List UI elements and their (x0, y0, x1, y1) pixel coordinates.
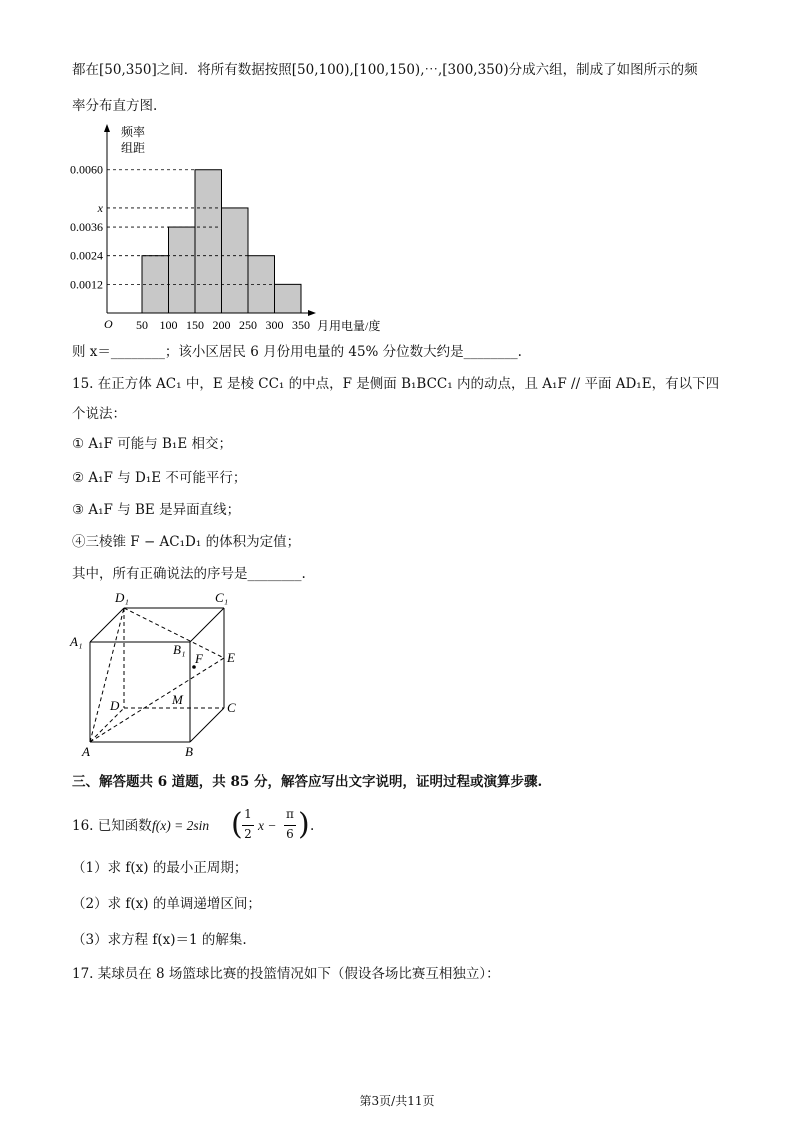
y-tick-label: x (97, 200, 103, 215)
section-3-heading: 三、解答题共 6 道题，共 85 分，解答应写出文字说明，证明过程或演算步骤. (72, 774, 543, 790)
y-axis-label-top: 频率 (121, 125, 146, 139)
q15-question: 其中，所有正确说法的序号是________. (72, 566, 306, 582)
q15-statement-4: ④三棱锥 F − AC₁D₁ 的体积为定值； (72, 534, 301, 550)
label-C: C (227, 700, 236, 715)
q16-end: . (310, 818, 315, 834)
q16-pi-num: π (286, 807, 294, 821)
edge-A1-D1 (90, 608, 124, 642)
label-F: F (195, 651, 203, 666)
label-M: M (172, 692, 183, 707)
q16-prefix: 16. 已知函数 (72, 818, 152, 834)
q15-statement-3: ③ A₁F 与 BE 是异面直线； (72, 502, 241, 518)
frequency-histogram (60, 122, 420, 332)
y-tick-label: 0.0060 (70, 162, 103, 177)
histogram-bar (195, 170, 222, 313)
label-D1: D₁ (115, 590, 129, 605)
q16-frac-den: 2 (244, 827, 252, 841)
cube-diagram (65, 588, 245, 763)
origin-label: O (104, 317, 113, 331)
x-tick-label: 300 (265, 318, 284, 332)
x-tick-label: 350 (292, 318, 310, 332)
label-E: E (227, 650, 235, 665)
histogram-bar (275, 284, 302, 313)
y-axis-label-bottom: 组距 (121, 141, 146, 155)
y-tick-label: 0.0024 (70, 248, 103, 263)
x-tick-label: 150 (186, 318, 204, 332)
edge-A-D (90, 708, 124, 742)
histogram-bar (169, 227, 196, 313)
x-tick-label: 100 (159, 318, 178, 332)
label-C1: C₁ (215, 590, 229, 605)
intro-line-1: 都在[50,350]之间．将所有数据按照[50,100),[100,150),⋯,[300,350)分成六组，制成了如图所示的频 (72, 62, 698, 78)
q16-function: f(x) = 2sin (152, 818, 210, 833)
q16-frac-num: 1 (244, 807, 252, 821)
x-axis-label: 月用电量/度 (317, 319, 381, 332)
q16-part-3: （3）求方程 f(x)＝1 的解集. (72, 932, 247, 948)
y-axis-arrow (104, 124, 110, 132)
y-tick-label: 0.0036 (70, 220, 103, 235)
q16-part-2: （2）求 f(x) 的单调递增区间； (72, 896, 261, 912)
x-axis-arrow (308, 310, 316, 316)
label-A1: A₁ (70, 634, 83, 649)
page-footer: 第3页/共11页 (359, 1094, 435, 1108)
x-tick-label: 200 (212, 318, 231, 332)
q15-statement-2: ② A₁F 与 D₁E 不可能平行； (72, 470, 247, 486)
q16-pi-den: 6 (286, 827, 294, 841)
q16-mid: x − (258, 818, 277, 833)
q16-left-paren: ( (231, 807, 243, 842)
x-tick-label: 250 (239, 318, 257, 332)
q15-stem-1: 15. 在正方体 AC₁ 中，E 是棱 CC₁ 的中点，F 是侧面 B₁BCC₁ 内的动点，且 A₁F // 平面 AD₁E，有以下四 (72, 376, 720, 392)
label-D: D (110, 698, 120, 713)
q15-statement-1: ① A₁F 可能与 B₁E 相交； (72, 436, 232, 452)
edge-B-C (190, 708, 224, 742)
q16-part-1: （1）求 f(x) 的最小正周期； (72, 860, 248, 876)
y-tick-label: 0.0012 (70, 277, 103, 292)
intro-line-2: 率分布直方图. (72, 98, 158, 114)
segment-A-D1 (90, 608, 124, 742)
label-B1: B₁ (173, 642, 186, 657)
q17-stem: 17. 某球员在 8 场篮球比赛的投篮情况如下（假设各场比赛互相独立）： (72, 966, 500, 982)
histogram-bar (222, 208, 249, 313)
q15-stem-2: 个说法： (72, 406, 126, 422)
label-B: B (185, 744, 193, 759)
x-tick-label: 50 (136, 318, 148, 332)
edge-B1-C1 (190, 608, 224, 642)
q14-tail: 则 x＝________；该小区居民 6 月份用电量的 45% 分位数大约是________. (72, 344, 522, 360)
q16-right-paren: ) (298, 807, 310, 842)
label-A: A (82, 744, 90, 759)
